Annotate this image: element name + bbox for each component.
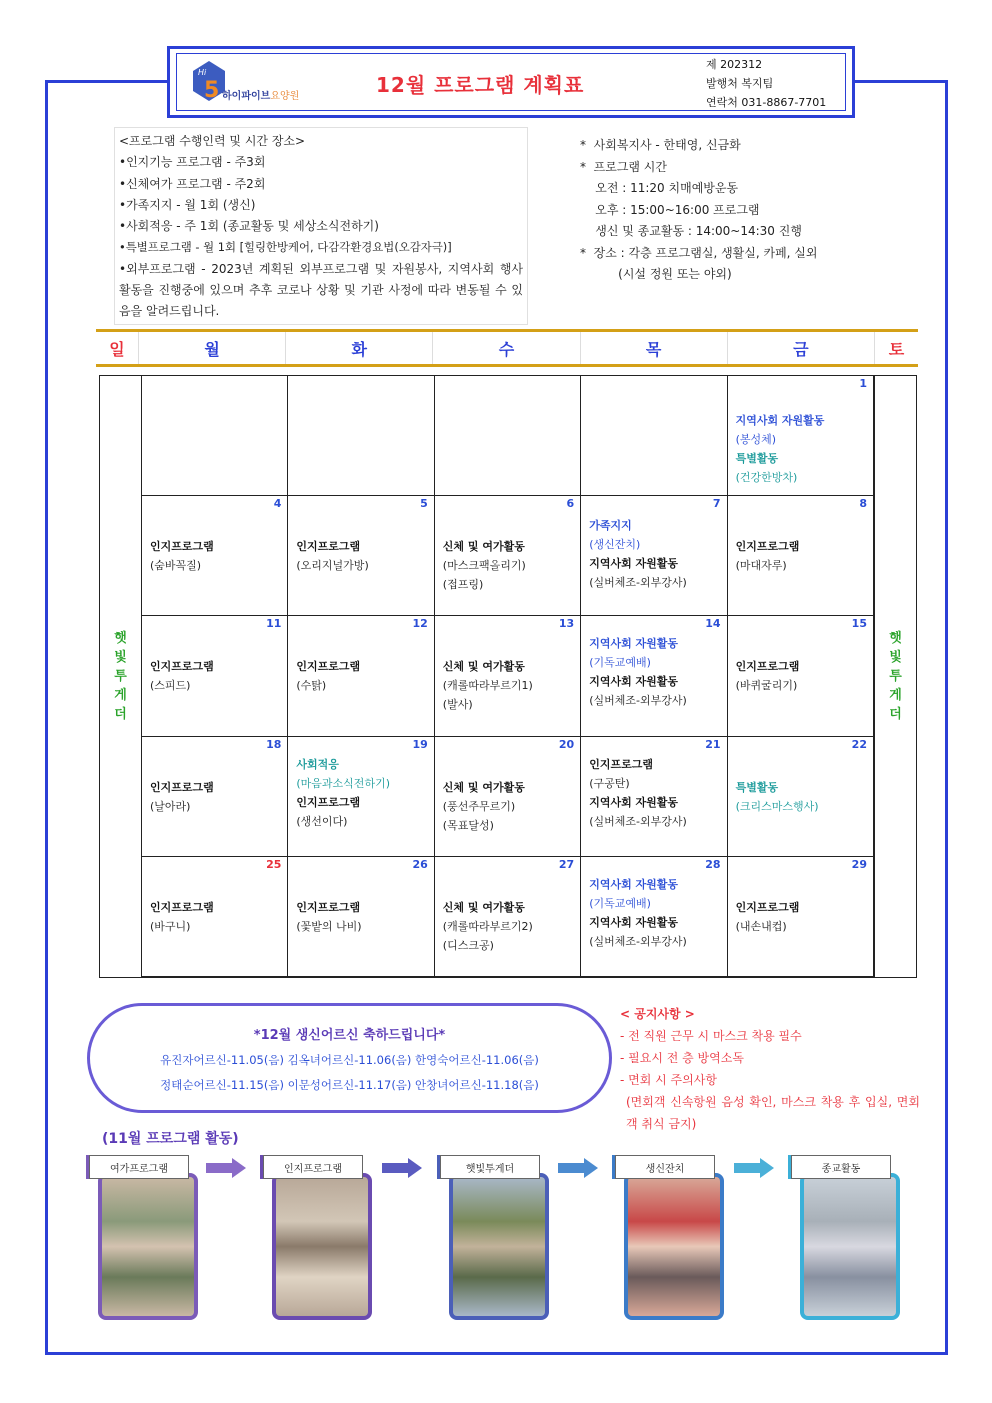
activity-photo xyxy=(804,1177,896,1316)
day-mon: 월 xyxy=(139,332,286,364)
arrow-right-icon xyxy=(734,1158,774,1178)
info2-line: * 사회복지사 - 한태영, 신금화 xyxy=(580,138,741,152)
notice-title: < 공지사항 > xyxy=(620,1007,695,1021)
cell-programs xyxy=(150,537,283,575)
day-number: 12 xyxy=(412,617,428,631)
logo xyxy=(192,59,304,107)
activity-card xyxy=(788,1155,906,1320)
day-number: 11 xyxy=(266,617,282,631)
calendar-cell xyxy=(288,616,434,736)
sunday-side-label: 햇 빛 투 게 더 xyxy=(114,631,127,722)
activity-photo-frame xyxy=(449,1173,549,1320)
program-detail: (실버체조-외부강사) xyxy=(589,576,687,590)
program-detail: (구공탄) xyxy=(589,776,630,790)
info2-line: 생신 및 종교활동 : 14:00~14:30 진행 xyxy=(580,224,802,238)
day-number: 15 xyxy=(851,617,867,631)
activities-title: (11월 프로그램 활동) xyxy=(102,1131,239,1147)
calendar-cell xyxy=(435,496,581,616)
cell-programs xyxy=(736,657,869,695)
saturday-column xyxy=(874,376,916,977)
activity-photo xyxy=(628,1177,720,1316)
program-name: 지역사회 자원활동 xyxy=(589,637,679,651)
day-tue: 화 xyxy=(286,332,433,364)
info2-line: 오전 : 11:20 치매예방운동 xyxy=(580,181,739,195)
header-box xyxy=(167,46,855,118)
program-name: 인지프로그램 xyxy=(296,900,361,914)
cell-programs xyxy=(736,411,869,487)
day-wed: 수 xyxy=(433,332,580,364)
day-number: 4 xyxy=(273,497,282,511)
activity-card xyxy=(260,1155,378,1320)
cell-programs xyxy=(296,657,429,695)
birthday-title: *12월 생신어르신 축하드립니다* xyxy=(253,1028,446,1043)
cell-programs xyxy=(296,898,429,936)
activity-label: 생신잔치 xyxy=(615,1155,715,1179)
cell-programs xyxy=(443,778,576,835)
cell-programs xyxy=(736,898,869,936)
day-thu: 목 xyxy=(581,332,728,364)
program-detail: (바퀴굴리기) xyxy=(735,679,798,693)
calendar-cell xyxy=(142,857,288,977)
program-detail: (기독교예배) xyxy=(589,656,651,670)
day-number: 28 xyxy=(705,857,721,871)
program-name: 가족지지 xyxy=(589,519,632,533)
activity-label: 여가프로그램 xyxy=(89,1155,189,1179)
cell-programs xyxy=(443,657,576,714)
program-detail: (크리스마스행사) xyxy=(735,799,819,813)
info2-line: (시설 정원 또는 야외) xyxy=(580,267,732,281)
activity-photo xyxy=(102,1177,194,1316)
calendar-cell xyxy=(142,496,288,616)
cell-programs xyxy=(589,755,722,831)
calendar-cell xyxy=(288,737,434,857)
program-detail: (디스크공) xyxy=(442,938,494,952)
program-name: 인지프로그램 xyxy=(150,900,214,914)
activity-photo-frame xyxy=(272,1173,372,1320)
day-number: 7 xyxy=(712,497,721,511)
activity-card xyxy=(437,1155,555,1320)
cell-programs xyxy=(296,537,429,575)
info-external: •외부프로그램 - 2023년 계획된 외부프로그램 및 자원봉사, 지역사회 행사 활동을 진행중에 있으며 추후 코로나 상황 및 기관 사정에 따라 변동될 수 있음을 알려드립니다. xyxy=(119,261,523,319)
issuer: 발행처 복지팀 xyxy=(706,77,774,90)
program-detail: (마대자루) xyxy=(735,559,787,573)
program-name: 인지프로그램 xyxy=(150,780,214,794)
day-number: 26 xyxy=(412,857,428,871)
arrow-right-icon xyxy=(206,1158,246,1178)
program-name: 인지프로그램 xyxy=(296,540,361,554)
calendar-cell xyxy=(435,737,581,857)
program-name: 인지프로그램 xyxy=(735,660,800,674)
program-detail: (바구니) xyxy=(150,919,191,933)
day-number: 21 xyxy=(705,737,721,751)
logo-hi: Hi xyxy=(198,68,207,77)
program-name: 지역사회 자원활동 xyxy=(589,877,679,891)
day-number: 25 xyxy=(266,857,282,871)
program-detail: (마스크팩올리기) xyxy=(442,559,526,573)
program-detail: (숨바꼭질) xyxy=(150,559,202,573)
calendar-cell xyxy=(435,376,581,496)
info-item: •특별프로그램 - 월 1회 [힐링한방케어, 다감각환경요법(오감자극)] xyxy=(119,240,452,255)
cell-programs xyxy=(736,537,869,575)
calendar-cell xyxy=(288,857,434,977)
program-detail: (실버체조-외부강사) xyxy=(589,934,687,948)
info-item: •사회적응 - 주 1회 (종교활동 및 세상소식전하기) xyxy=(119,219,379,234)
notice-detail: (면회객 신속항원 음성 확인, 마스크 착용 후 입실, 면회객 취식 금지) xyxy=(626,1095,920,1131)
program-detail: (날아라) xyxy=(150,799,191,813)
cell-programs xyxy=(589,516,722,592)
program-name: 신체 및 여가활동 xyxy=(442,660,525,674)
activity-photo-frame xyxy=(98,1173,198,1320)
program-detail: (캐롤따라부르기1) xyxy=(442,679,533,693)
logo-digit: 5 xyxy=(204,78,220,103)
calendar-cell xyxy=(728,737,874,857)
arrow-right-icon xyxy=(558,1158,598,1178)
program-name: 신체 및 여가활동 xyxy=(442,900,525,914)
logo-badge-icon xyxy=(192,59,226,103)
program-name: 지역사회 자원활동 xyxy=(589,675,679,689)
day-fri: 금 xyxy=(728,332,875,364)
program-detail: (꽃밭의 나비) xyxy=(296,919,362,933)
info-heading: <프로그램 수행인력 및 시간 장소> xyxy=(119,134,306,148)
cell-programs xyxy=(150,778,283,816)
calendar-cell xyxy=(435,857,581,977)
calendar-cell xyxy=(728,376,874,496)
notice-item: - 전 직원 근무 시 마스크 착용 필수 xyxy=(620,1029,802,1043)
program-detail: (건강한방차) xyxy=(735,471,798,484)
weekday-header xyxy=(96,329,918,367)
saturday-side-label: 햇 빛 투 게 더 xyxy=(889,631,902,722)
day-number: 20 xyxy=(558,737,575,751)
program-info-box xyxy=(114,127,528,325)
day-number: 27 xyxy=(558,857,575,871)
info-item: •인지기능 프로그램 - 주3회 xyxy=(119,155,266,170)
day-number: 5 xyxy=(420,497,428,511)
sunday-column xyxy=(100,376,142,977)
cell-programs xyxy=(443,537,576,594)
program-name: 특별활동 xyxy=(735,780,779,794)
cell-programs xyxy=(589,634,722,710)
doc-info xyxy=(706,55,826,112)
cell-programs xyxy=(150,657,283,695)
program-name: 지역사회 자원활동 xyxy=(735,414,825,427)
calendar-cell xyxy=(142,737,288,857)
activity-card xyxy=(612,1155,730,1320)
program-name: 인지프로그램 xyxy=(296,795,361,809)
calendar-cell xyxy=(581,616,727,736)
program-detail: (발사) xyxy=(442,698,473,712)
calendar-cell xyxy=(581,737,727,857)
day-number: 1 xyxy=(859,377,867,390)
calendar-cell xyxy=(581,376,727,496)
info2-line: * 장소 : 각층 프로그램실, 생활실, 카페, 실외 xyxy=(580,245,818,260)
cell-programs xyxy=(443,898,576,955)
program-name: 지역사회 자원활동 xyxy=(589,795,679,809)
program-detail: (수탉) xyxy=(296,679,327,693)
info-item: •가족지지 - 월 1회 (생신) xyxy=(119,197,256,212)
notice-item: - 필요시 전 층 방역소독 xyxy=(620,1051,744,1065)
calendar-cell xyxy=(142,616,288,736)
program-detail: (봉성체) xyxy=(735,433,777,446)
birthday-box xyxy=(87,1003,612,1113)
calendar-cell xyxy=(288,376,434,496)
program-detail: (오리지널가방) xyxy=(296,559,369,573)
info-item: •신체여가 프로그램 - 주2회 xyxy=(119,176,266,191)
day-sat: 토 xyxy=(888,339,905,359)
program-name: 인지프로그램 xyxy=(150,540,214,554)
activity-label: 인지프로그램 xyxy=(263,1155,363,1179)
notice-section xyxy=(620,1003,920,1135)
day-number: 14 xyxy=(705,617,721,631)
program-detail: (스피드) xyxy=(150,679,191,693)
activity-card xyxy=(86,1155,204,1320)
calendar-cell xyxy=(728,616,874,736)
program-name: 특별활동 xyxy=(735,452,779,465)
program-name: 신체 및 여가활동 xyxy=(442,780,525,794)
logo-text: 하이파이브요양원 xyxy=(222,91,300,102)
calendar-cell xyxy=(142,376,288,496)
calendar-cell xyxy=(728,496,874,616)
program-detail: (마음과소식전하기) xyxy=(296,776,390,790)
staff-time-info xyxy=(580,135,817,286)
program-name: 인지프로그램 xyxy=(296,660,361,674)
calendar-cell xyxy=(581,496,727,616)
calendar-cell xyxy=(728,857,874,977)
program-detail: (풍선주무르기) xyxy=(442,799,516,813)
program-name: 사회적응 xyxy=(296,757,339,771)
contact: 연락처 031-8867-7701 xyxy=(706,96,827,109)
program-detail: (실버체조-외부강사) xyxy=(589,694,687,708)
activity-photo-frame xyxy=(624,1173,724,1320)
calendar-cell xyxy=(435,616,581,736)
program-detail: (생선이다) xyxy=(296,814,348,828)
calendar-grid xyxy=(99,375,917,978)
birthday-line: 유진자어르신-11.05(음) 김옥녀어르신-11.06(음) 한영숙어르신-11.06(음) xyxy=(160,1053,539,1067)
program-name: 신체 및 여가활동 xyxy=(442,540,525,554)
activity-photo xyxy=(276,1177,368,1316)
program-name: 지역사회 자원활동 xyxy=(589,915,679,929)
info2-line: * 프로그램 시간 xyxy=(580,159,667,174)
info2-line: 오후 : 15:00~16:00 프로그램 xyxy=(580,202,760,217)
cell-programs xyxy=(589,875,722,951)
program-name: 지역사회 자원활동 xyxy=(589,557,679,571)
program-name: 인지프로그램 xyxy=(735,900,800,914)
day-sun: 일 xyxy=(96,332,139,364)
day-number: 22 xyxy=(851,737,867,751)
day-number: 29 xyxy=(851,857,867,871)
program-detail: (실버체조-외부강사) xyxy=(589,814,687,828)
activity-label: 종교활동 xyxy=(791,1155,891,1179)
program-detail: (생신잔치) xyxy=(589,538,641,552)
day-number: 8 xyxy=(859,497,867,511)
activity-label: 햇빛투게더 xyxy=(440,1155,540,1179)
activity-photo-frame xyxy=(800,1173,900,1320)
program-name: 인지프로그램 xyxy=(589,757,653,771)
program-name: 인지프로그램 xyxy=(735,540,800,554)
program-detail: (내손내컵) xyxy=(735,919,787,933)
calendar-cell xyxy=(288,496,434,616)
program-detail: (캐롤따라부르기2) xyxy=(442,919,533,933)
notice-item: - 면회 시 주의사항 xyxy=(620,1073,717,1087)
cell-programs xyxy=(296,755,429,831)
program-detail: (목표달성) xyxy=(442,818,494,832)
activity-photo xyxy=(453,1177,545,1316)
day-number: 6 xyxy=(566,497,575,511)
program-detail: (접프링) xyxy=(442,578,484,592)
birthday-line: 정태순어르신-11.15(음) 이문성어르신-11.17(음) 안창녀어르신-11.18(음) xyxy=(160,1078,539,1092)
calendar-cell xyxy=(581,857,727,977)
cell-programs xyxy=(736,778,869,816)
doc-number: 제 202312 xyxy=(706,58,763,71)
program-name: 인지프로그램 xyxy=(150,660,214,674)
day-number: 18 xyxy=(266,737,282,751)
cell-programs xyxy=(150,898,283,936)
program-detail: (기독교예배) xyxy=(589,896,651,910)
page-title: 12월 프로그램 계획표 xyxy=(376,73,585,97)
day-number: 19 xyxy=(412,737,428,751)
arrow-right-icon xyxy=(382,1158,422,1178)
day-number: 13 xyxy=(558,617,575,631)
